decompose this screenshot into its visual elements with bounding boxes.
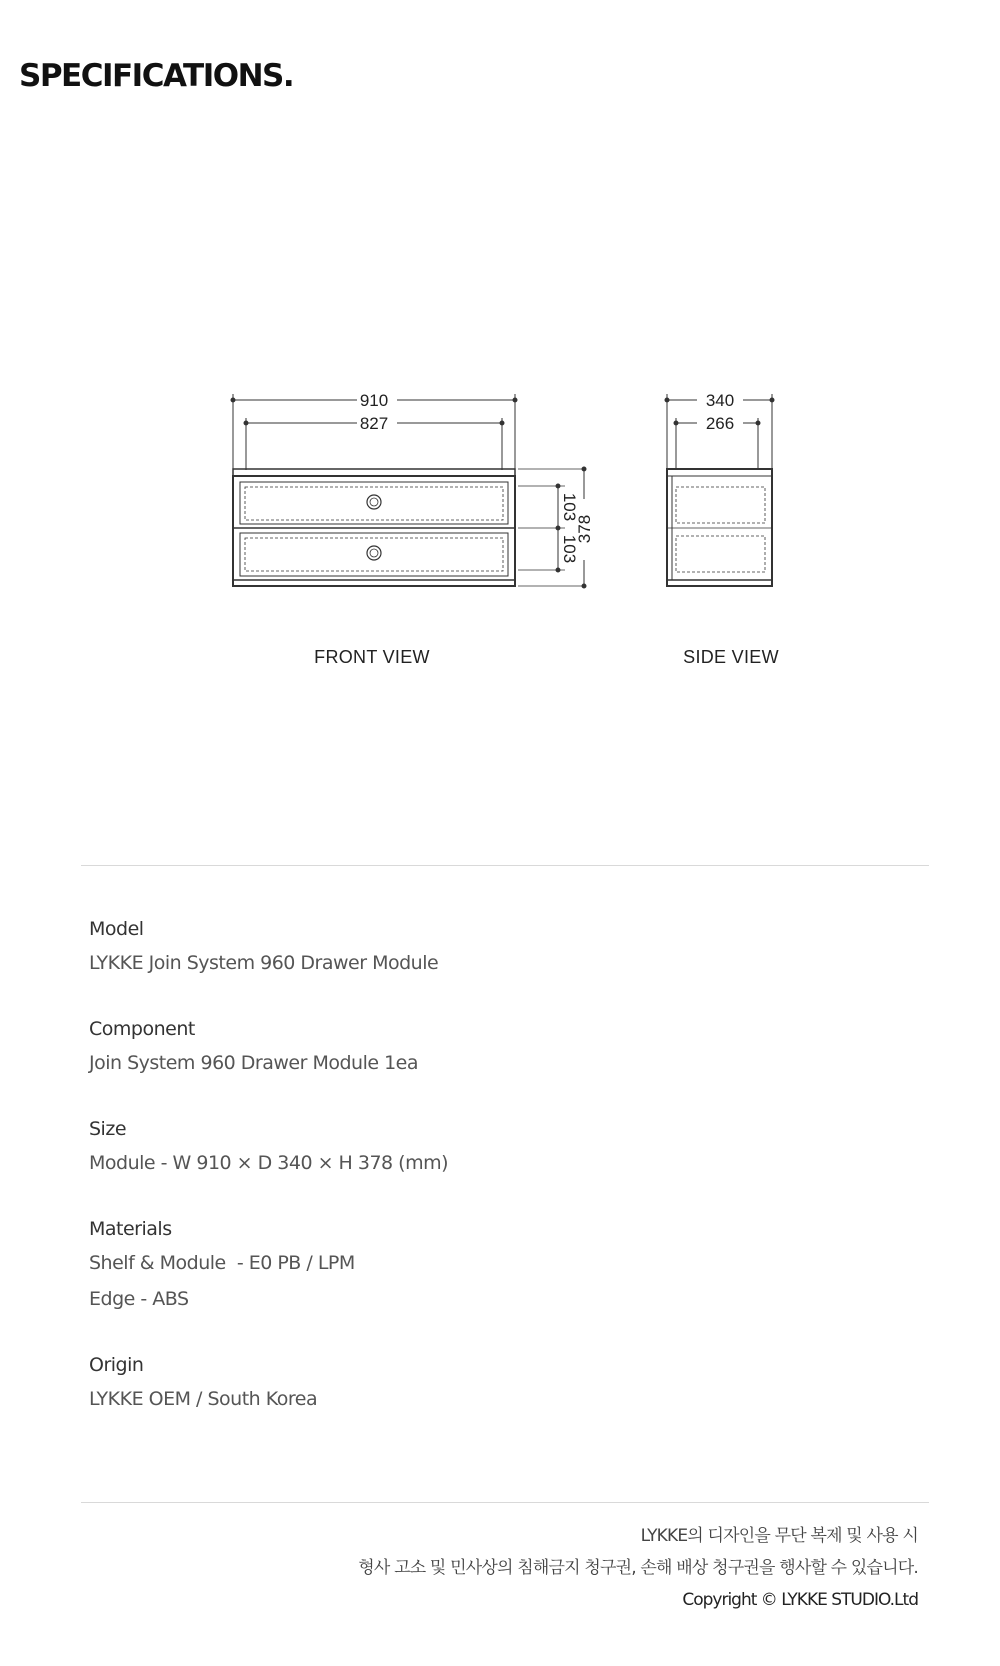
footer-line-1: LYKKE의 디자인을 무단 복제 및 사용 시 (640, 1526, 918, 1546)
front-drawer-top-label: 103 (560, 492, 579, 522)
front-view-drawing (231, 394, 586, 588)
spec-value: Shelf & Module - E0 PB / LPM (89, 1252, 355, 1274)
front-height-total-label: 378 (575, 514, 594, 544)
spec-materials (89, 1213, 909, 1317)
spec-label: Model (89, 918, 144, 940)
spec-value: LYKKE OEM / South Korea (89, 1388, 318, 1410)
footer-line-2: 형사 고소 및 민사상의 침해금지 청구권, 손해 배상 청구권을 행사할 수 있습니다. (358, 1558, 918, 1578)
spec-label: Origin (89, 1354, 144, 1376)
front-width-inner-label: 827 (359, 414, 389, 433)
spec-component (89, 1013, 909, 1081)
spec-size (89, 1113, 909, 1181)
technical-drawing (0, 0, 1000, 700)
front-view-label: FRONT VIEW (314, 647, 430, 667)
side-depth-inner-label: 266 (705, 414, 735, 433)
side-depth-outer-label: 340 (705, 391, 735, 410)
spec-value: Module - W 910 × D 340 × H 378 (mm) (89, 1152, 449, 1174)
spec-value: Join System 960 Drawer Module 1ea (89, 1052, 418, 1074)
spec-model (89, 913, 909, 981)
spec-label: Component (89, 1018, 195, 1040)
side-view-label: SIDE VIEW (683, 647, 779, 667)
spec-value: LYKKE Join System 960 Drawer Module (89, 952, 439, 974)
divider-bottom (81, 1502, 929, 1503)
front-drawer-bottom-label: 103 (560, 534, 579, 564)
front-width-outer-label: 910 (359, 391, 389, 410)
spec-value: Edge - ABS (89, 1288, 189, 1310)
spec-label: Size (89, 1118, 127, 1140)
spec-origin (89, 1349, 909, 1417)
footer-notice (358, 1520, 918, 1616)
spec-list (89, 913, 909, 1449)
page-title: SPECIFICATIONS. (19, 58, 294, 94)
spec-label: Materials (89, 1218, 172, 1240)
footer-copyright: Copyright © LYKKE STUDIO.Ltd (682, 1590, 918, 1610)
divider-top (81, 865, 929, 866)
